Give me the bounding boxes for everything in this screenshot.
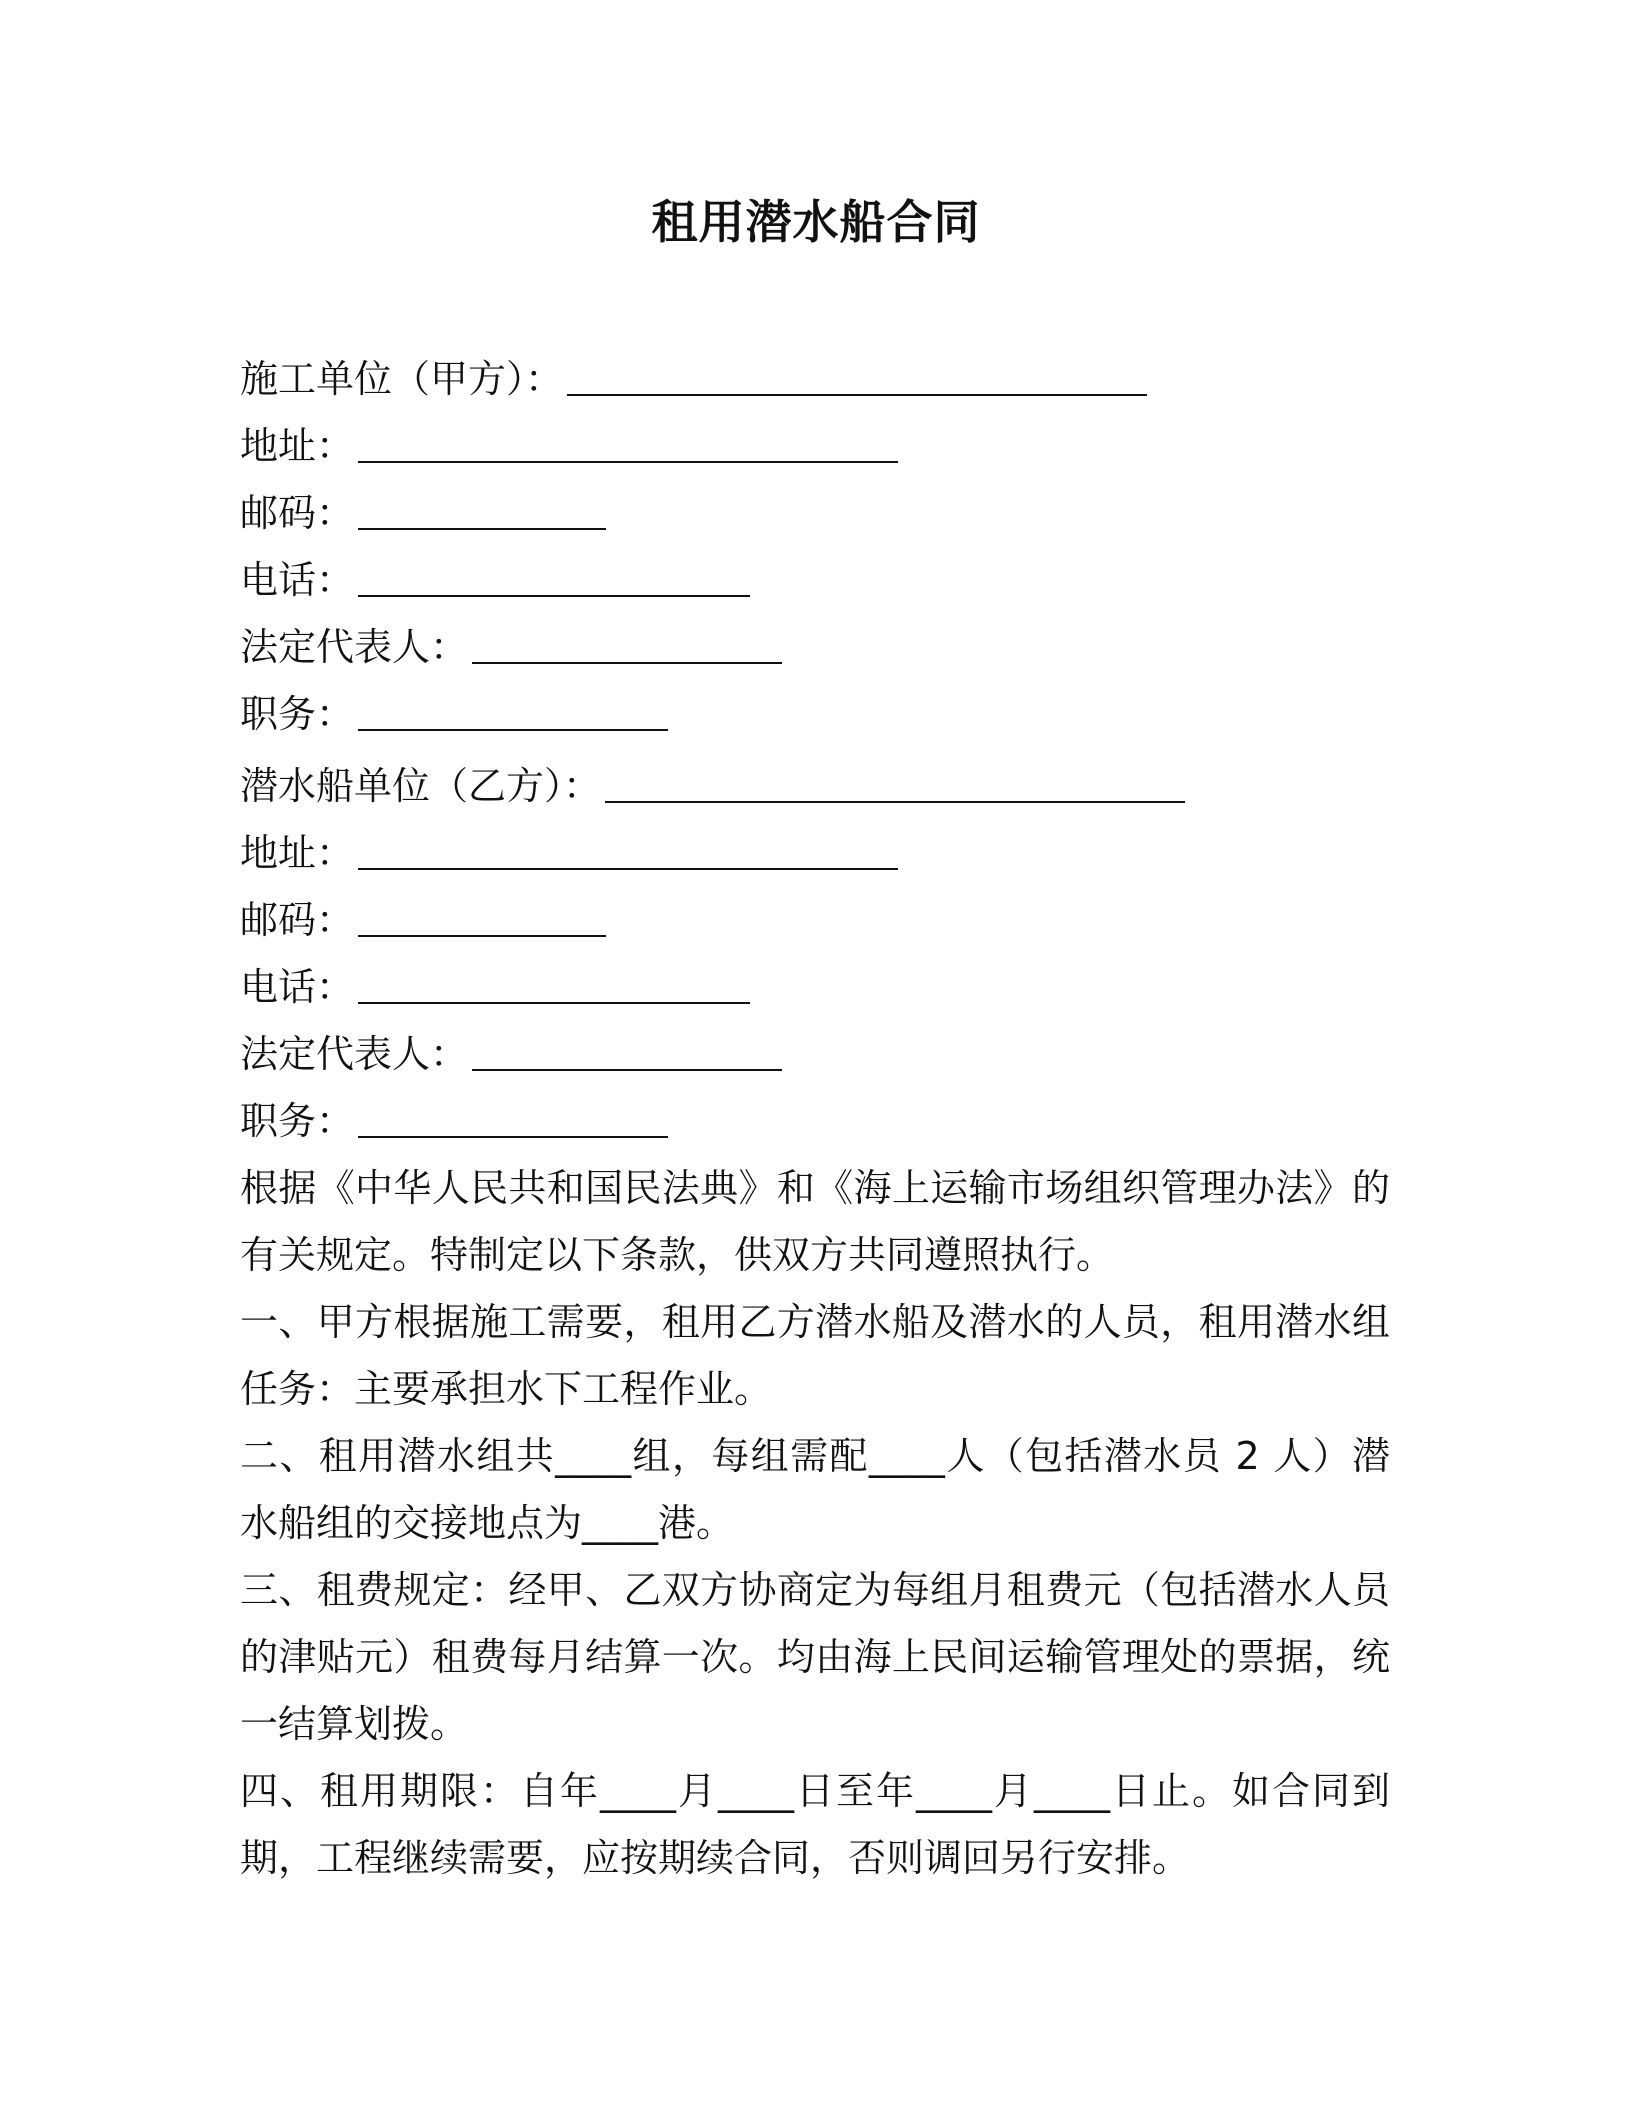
- party-b-phone-label: 电话：: [240, 965, 355, 1009]
- party-b-postcode-field: [240, 887, 1390, 954]
- party-a-legal-rep-blank: [472, 624, 782, 664]
- party-a-postcode-blank: [358, 490, 606, 530]
- party-a-phone-field: [240, 547, 1390, 614]
- party-a-legal-rep-label: 法定代表人：: [240, 625, 469, 669]
- party-b-postcode-blank: [358, 897, 606, 937]
- party-b-address-label: 地址：: [240, 831, 355, 875]
- party-b-legal-rep-field: [240, 1021, 1390, 1088]
- preamble-paragraph: 根据《中华人民共和国民法典》和《海上运输市场组织管理办法》的有关规定。特制定以下条款，供双方共同遵照执行。: [240, 1166, 1390, 1277]
- party-b-unit-blank: [605, 763, 1185, 803]
- party-a-phone-blank: [358, 557, 750, 597]
- party-a-unit-field: [240, 346, 1390, 413]
- document-title: 租用潜水船合同: [651, 195, 981, 249]
- clause-1-paragraph: 一、甲方根据施工需要，租用乙方潜水船及潜水的人员，租用潜水组任务：主要承担水下工程作业。: [240, 1300, 1390, 1411]
- party-b-phone-field: [240, 954, 1390, 1021]
- party-a-address-field: [240, 413, 1390, 480]
- party-b-legal-rep-blank: [472, 1031, 782, 1071]
- party-b-postcode-label: 邮码：: [240, 898, 355, 942]
- party-b-unit-label: 潜水船单位（乙方）：: [240, 764, 602, 808]
- party-a-position-field: [240, 681, 1390, 748]
- party-a-unit-label: 施工单位（甲方）：: [240, 357, 564, 401]
- party-b-address-field: [240, 820, 1390, 887]
- party-b-phone-blank: [358, 964, 750, 1004]
- party-a-postcode-field: [240, 480, 1390, 547]
- party-b-position-label: 职务：: [240, 1099, 355, 1143]
- party-b-address-blank: [358, 830, 898, 870]
- party-b-position-blank: [358, 1098, 668, 1138]
- party-a-phone-label: 电话：: [240, 558, 355, 602]
- clause-2-paragraph: 二、租用潜水组共____组，每组需配____人（包括潜水员 2 人）潜水船组的交接地点为____港。: [240, 1434, 1390, 1545]
- clause-3-paragraph: 三、租费规定：经甲、乙双方协商定为每组月租费元（包括潜水人员的津贴元）租费每月结算一次。均由海上民间运输管理处的票据，统一结算划拨。: [240, 1568, 1390, 1746]
- party-a-address-blank: [358, 423, 898, 463]
- party-a-position-blank: [358, 691, 668, 731]
- party-b-position-field: [240, 1088, 1390, 1155]
- party-a-address-label: 地址：: [240, 424, 355, 468]
- clause-4-paragraph: 四、租用期限：自年____月____日至年____月____日止。如合同到期，工程继续需要，应按期续合同，否则调回另行安排。: [240, 1769, 1390, 1880]
- party-b-legal-rep-label: 法定代表人：: [240, 1032, 469, 1076]
- party-b-unit-field: [240, 753, 1390, 820]
- document-body: [240, 346, 1390, 1892]
- party-a-unit-blank: [567, 356, 1147, 396]
- party-a-legal-rep-field: [240, 614, 1390, 681]
- party-a-postcode-label: 邮码：: [240, 491, 355, 535]
- party-a-position-label: 职务：: [240, 692, 355, 736]
